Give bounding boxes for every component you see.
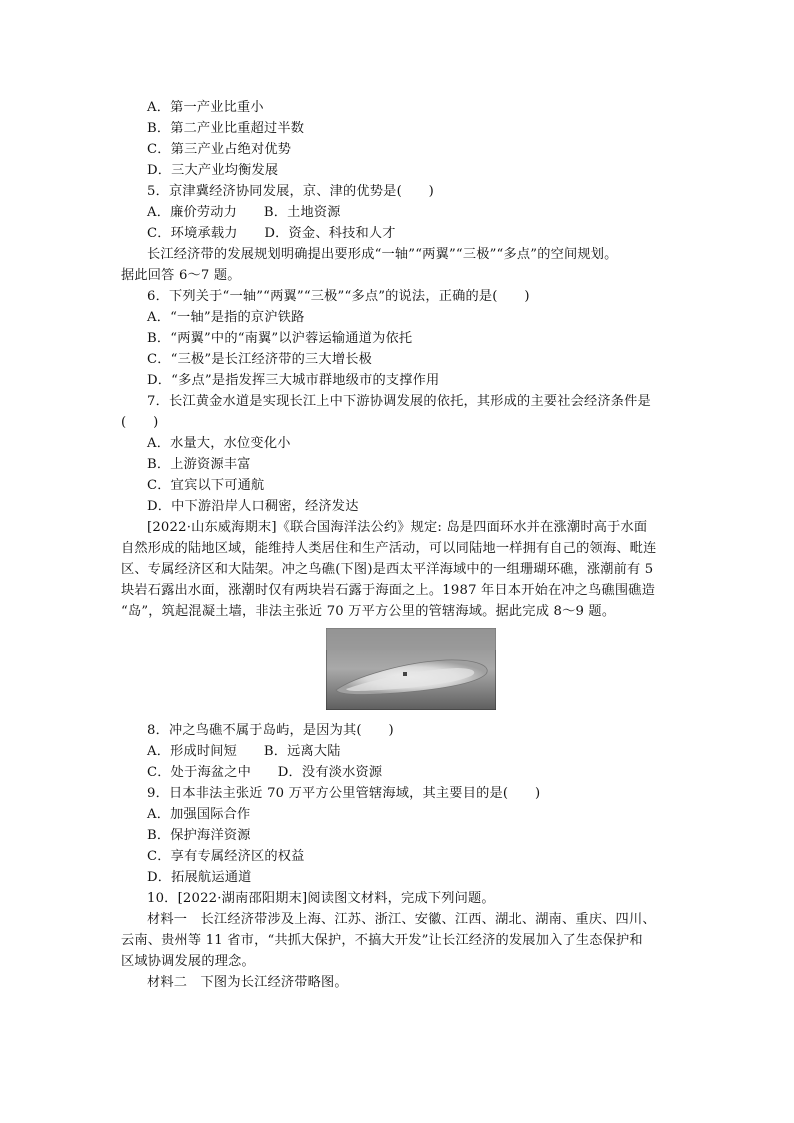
okinotorishima-reef-photo	[326, 628, 496, 710]
q7-option-c[interactable]: C．宜宾以下可通航	[147, 478, 265, 493]
q10-material1-line3: 区域协调发展的理念。	[121, 954, 255, 969]
q5-stem: 5．京津冀经济协同发展，京、津的优势是( )	[147, 184, 435, 199]
passage-8-9-line5: “岛”，筑起混凝土墙，非法主张近 70 万平方公里的管辖海域。据此完成 8～9 题。	[121, 604, 616, 619]
q5-options-ab[interactable]: A．廉价劳动力 B．土地资源	[147, 205, 341, 220]
q6-option-a[interactable]: A．“一轴”是指的京沪铁路	[147, 310, 305, 325]
q4-option-a[interactable]: A．第一产业比重小	[147, 100, 264, 115]
q9-option-d[interactable]: D．拓展航运通道	[147, 870, 252, 885]
q8-options-cd[interactable]: C．处于海盆之中 D．没有淡水资源	[147, 765, 383, 780]
passage-8-9-line4: 块岩石露出水面，涨潮时仅有两块岩石露于海面之上。1987 年日本开始在冲之鸟礁围礁造	[121, 583, 656, 598]
q10-material1-line2: 云南、贵州等 11 省市，“共抓大保护，不搞大开发”让长江经济的发展加入了生态保护和	[121, 933, 643, 948]
q6-option-b[interactable]: B．“两翼”中的“南翼”以沪蓉运输通道为依托	[147, 331, 413, 346]
q8-options-ab[interactable]: A．形成时间短 B．远离大陆	[147, 744, 341, 759]
q10-stem: 10．[2022·湖南邵阳期末]阅读图文材料，完成下列问题。	[147, 891, 495, 906]
passage-6-7-line2: 据此回答 6～7 题。	[121, 268, 241, 283]
q5-options-cd[interactable]: C．环境承载力 D．资金、科技和人才	[147, 226, 396, 241]
q6-option-d[interactable]: D．“多点”是指发挥三大城市群地级市的支撑作用	[147, 373, 440, 388]
q7-option-d[interactable]: D．中下游沿岸人口稠密，经济发达	[147, 499, 359, 514]
q10-material1-line1: 材料一 长江经济带涉及上海、江苏、浙江、安徽、江西、湖北、湖南、重庆、四川、	[147, 912, 656, 927]
q8-stem: 8．冲之鸟礁不属于岛屿，是因为其( )	[147, 723, 394, 738]
passage-8-9-line2: 自然形成的陆地区域，能维持人类居住和生产活动，可以同陆地一样拥有自己的领海、毗连	[121, 541, 657, 556]
q4-option-b[interactable]: B．第二产业比重超过半数	[147, 121, 305, 136]
q6-option-c[interactable]: C．“三极”是长江经济带的三大增长极	[147, 352, 372, 367]
q7-stem-line2: ( )	[121, 415, 159, 430]
q7-option-a[interactable]: A．水量大，水位变化小	[147, 436, 291, 451]
q7-option-b[interactable]: B．上游资源丰富	[147, 457, 251, 472]
passage-8-9-line1: [2022·山东威海期末]《联合国海洋法公约》规定: 岛是四面环水并在涨潮时高于水面	[147, 520, 648, 535]
q9-stem: 9．日本非法主张近 70 万平方公里管辖海域，其主要目的是( )	[147, 786, 541, 801]
passage-6-7-line1: 长江经济带的发展规划明确提出要形成“一轴”“两翼”“三极”“多点”的空间规划。	[147, 247, 618, 262]
passage-8-9-line3: 区、专属经济区和大陆架。冲之鸟礁(下图)是西太平洋海域中的一组珊瑚环礁，涨潮前有 5	[121, 562, 654, 577]
structure-icon	[403, 672, 407, 676]
q4-option-d[interactable]: D．三大产业均衡发展	[147, 163, 279, 178]
q9-option-c[interactable]: C．享有专属经济区的权益	[147, 849, 305, 864]
q9-option-a[interactable]: A．加强国际合作	[147, 807, 251, 822]
q9-option-b[interactable]: B．保护海洋资源	[147, 828, 251, 843]
q7-stem-line1: 7．长江黄金水道是实现长江上中下游协调发展的依托，其形成的主要社会经济条件是	[147, 394, 651, 409]
q6-stem: 6．下列关于“一轴”“两翼”“三极”“多点”的说法，正确的是( )	[147, 289, 530, 304]
q10-material2: 材料二 下图为长江经济带略图。	[147, 975, 348, 990]
q4-option-c[interactable]: C．第三产业占绝对优势	[147, 142, 292, 157]
